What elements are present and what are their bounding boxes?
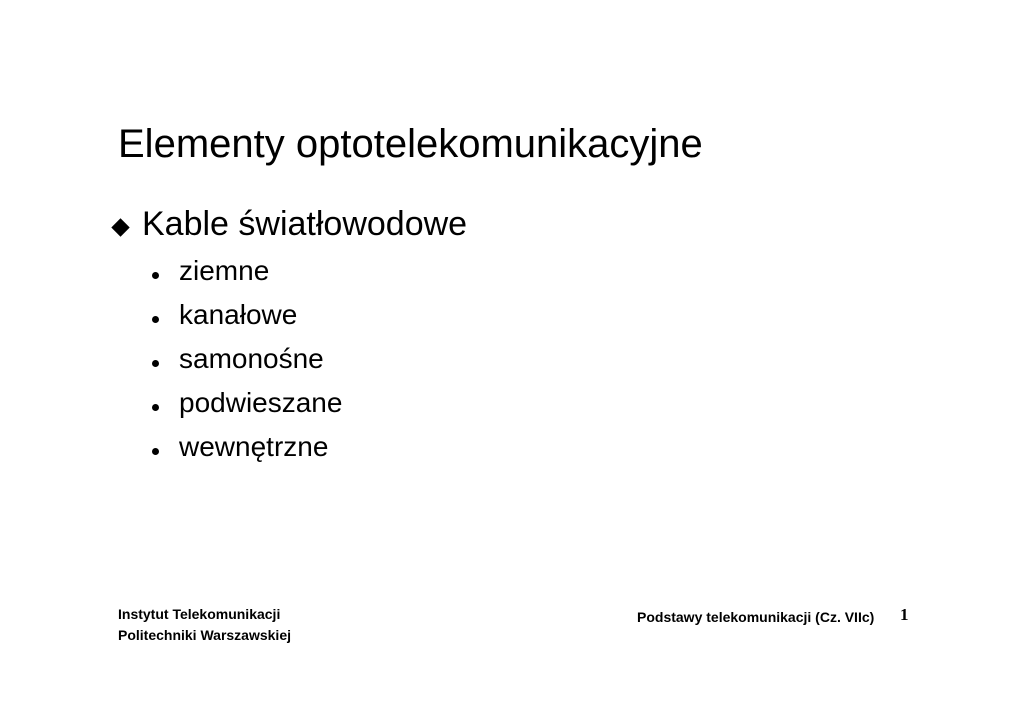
sub-bullet-label: wewnętrzne (179, 431, 329, 462)
sub-bullet-item (152, 425, 342, 469)
main-bullet-label: Kable światłowodowe (142, 205, 468, 243)
diamond-bullet-icon (111, 218, 129, 236)
dot-bullet-icon (152, 404, 159, 411)
slide-title: Elementy optotelekomunikacyjne (118, 122, 703, 166)
sub-bullet-list (152, 249, 342, 469)
footer-institute (118, 604, 291, 646)
dot-bullet-icon (152, 448, 159, 455)
institute-line-2: Politechniki Warszawskiej (118, 627, 291, 643)
sub-bullet-label: podwieszane (179, 387, 343, 418)
sub-bullet-item (152, 249, 342, 293)
sub-bullet-label: ziemne (179, 255, 270, 286)
dot-bullet-icon (152, 360, 159, 367)
sub-bullet-item (152, 293, 342, 337)
sub-bullet-label: samonośne (179, 343, 324, 374)
main-bullet (110, 202, 467, 246)
page-number: 1 (900, 605, 909, 624)
footer-course-title: Podstawy telekomunikacji (Cz. VIIc) (637, 609, 875, 625)
dot-bullet-icon (152, 272, 159, 279)
institute-line-1: Instytut Telekomunikacji (118, 606, 281, 622)
sub-bullet-item (152, 337, 342, 381)
dot-bullet-icon (152, 316, 159, 323)
sub-bullet-label: kanałowe (179, 299, 298, 330)
sub-bullet-item (152, 381, 342, 425)
